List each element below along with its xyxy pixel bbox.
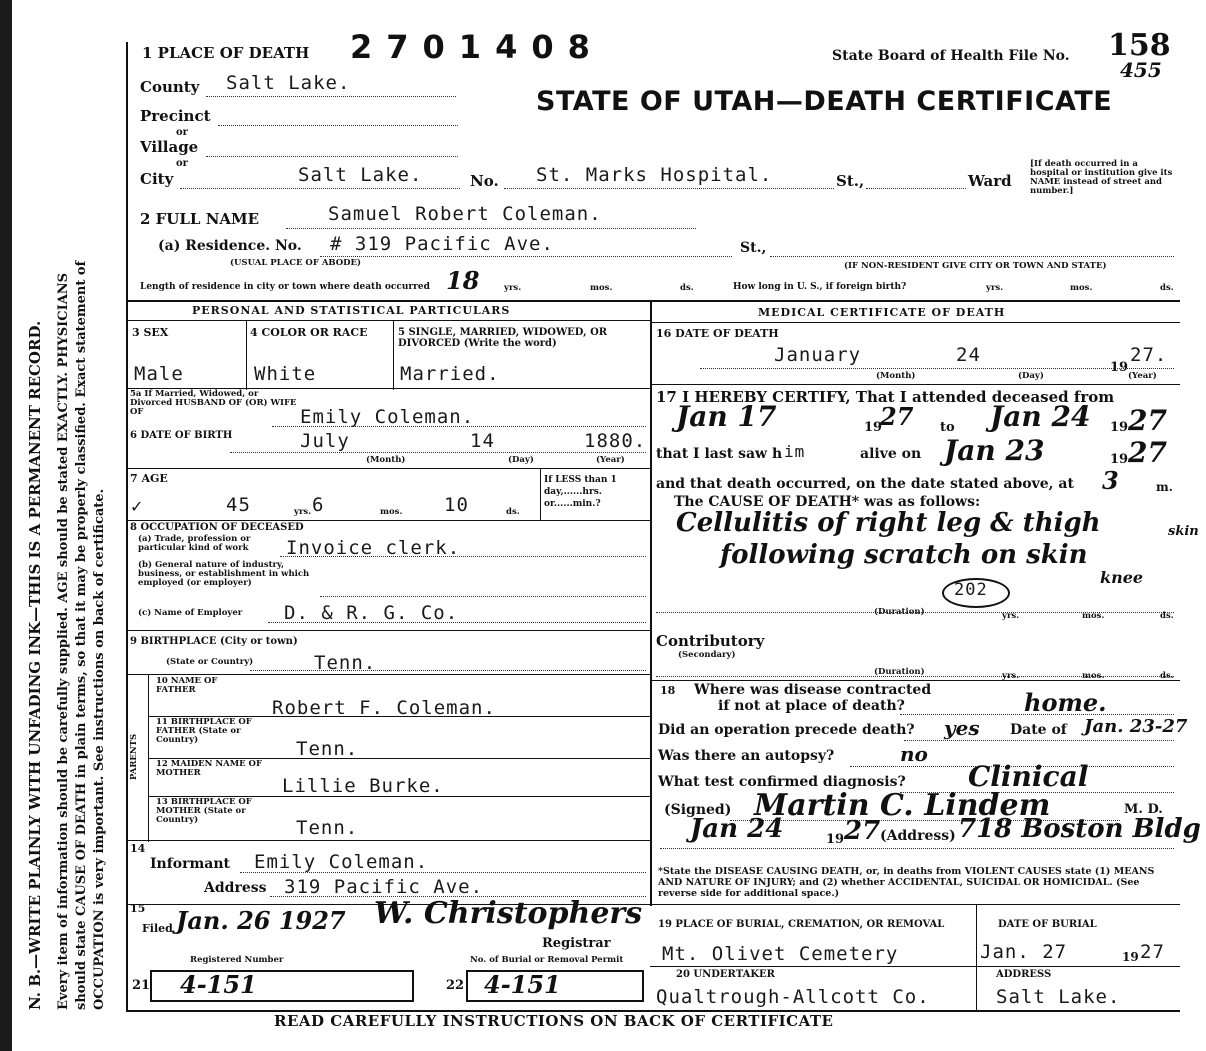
residence-line [320,256,732,257]
sidebar-line-3: should state CAUSE OF DEATH in plain terms, so that it may be properly classified. Exact statement of [74,260,89,1010]
last-saw-date: Jan 23 [944,434,1045,467]
birthplace-state-caption: (State or Country) [166,657,254,667]
md-label: M. D. [1124,802,1163,817]
operation-label: Did an operation precede death? [658,722,915,738]
color-value: White [254,363,317,385]
contrib-ds: ds. [1160,671,1174,681]
burial-place-value: Mt. Olivet Cemetery [662,943,899,965]
operation-line [904,740,1174,741]
form-left-border [126,42,128,1010]
contrib-mos: mos. [1082,671,1105,681]
informant-number: 14 [130,842,146,855]
to-label: to [940,420,955,435]
center-divider [650,300,652,906]
ward-note: [If death occurred in a hospital or institution give its NAME instead of street and number.] [1030,159,1173,196]
residence-city-line [770,256,1174,257]
death-month: January [774,344,862,366]
burial-permit-value: 4-151 [484,970,561,999]
row-birthplace-line [126,630,650,631]
duration-caption-2: (Duration) [874,667,925,677]
file-no-label: State Board of Health File No. [832,48,1070,64]
burial-date-value: Jan. 27 [980,941,1068,963]
where-line [900,714,1174,715]
undertaker-value: Qualtrough-Allcott Co. [656,986,930,1008]
certify-label: 17 I HEREBY CERTIFY, That I attended deceased from [656,388,1115,406]
employer-value: D. & R. G. Co. [284,602,459,624]
occupation-label: 8 OCCUPATION OF DECEASED [130,522,304,533]
q18-number: 18 [660,684,676,697]
last-saw-him: im [784,442,806,461]
dob-month-caption: (Month) [366,455,406,465]
spouse-label: 5a If Married, Widowed, or Divorced HUSBAND OF (OR) WIFE OF [130,389,297,417]
employer-line [268,622,646,623]
city-line [180,188,460,189]
contrib-yrs: yrs. [1002,671,1020,681]
occupation-line [280,556,646,557]
city-label: City [140,170,174,188]
informant-value: Emily Coleman. [254,851,429,873]
row-occupation-line [126,520,650,521]
informant-label: Informant [150,856,230,872]
no-label: No. [470,172,499,190]
personal-title-line [126,320,650,321]
undertaker-address-label: ADDRESS [996,969,1052,980]
undertaker-top-line [650,966,1180,967]
signed-label: (Signed) [664,802,732,818]
burial-year: 27 [1140,941,1165,963]
street-line [504,188,834,189]
if-not-label: if not at place of death? [718,698,905,714]
date-of-death-label: 16 DATE OF DEATH [656,327,779,340]
operation-date-value: Jan. 23-27 [1084,716,1188,737]
precinct-line [218,125,458,126]
county-value: Salt Lake. [226,72,351,94]
cause-line-1: Cellulitis of right leg & thigh [676,508,1101,538]
us-ds: ds. [1160,283,1174,293]
physician-address-label: (Address) [880,828,956,844]
where-contracted-value: home. [1024,688,1107,717]
less-than-day: If LESS than 1 day,......hrs. or......min.? [544,475,617,509]
death-date-line [700,368,1174,369]
usual-place-caption: (USUAL PLACE OF ABODE) [230,258,362,268]
informant-top-line [126,840,650,841]
last-saw-label: that I last saw h [656,446,783,462]
physician-address-line [660,848,1174,849]
father-name-value: Robert F. Coleman. [272,697,496,719]
occupation-b-label: (b) General nature of industry, business, or establishment in which employed (or employer) [138,560,310,588]
attended-to: Jan 24 [990,400,1091,433]
dob-label: 6 DATE OF BIRTH [130,430,233,441]
file-no-value: 158 [1108,28,1171,63]
certify-top-line [650,384,1180,385]
full-name-label: 2 FULL NAME [140,210,260,228]
dob-line [230,452,646,453]
undertaker-label: 20 UNDERTAKER [676,969,775,980]
registrar-label: Registrar [542,936,611,951]
duration-caption: (Duration) [874,607,925,617]
length-ds: ds. [680,283,694,293]
length-residence-label: Length of residence in city or town where death occurred [140,282,430,292]
attended-from-year: 27 [880,402,914,431]
age-days: 10 [444,494,469,516]
occupation-value: Invoice clerk. [286,537,461,559]
ward-label: Ward [968,172,1012,190]
ward-line [866,188,966,189]
burial-date-label: DATE OF BURIAL [998,919,1097,930]
attended-to-year: 27 [1128,404,1167,437]
age-ds: ds. [506,507,520,517]
marital-label: 5 SINGLE, MARRIED, WIDOWED, OR DIVORCED (Write the word) [398,327,608,349]
age-divider [540,468,541,520]
length-residence-value: 18 [446,266,480,295]
nineteen-b: 19 [1110,420,1129,435]
burial-year-prefix: 19 [1122,950,1139,964]
signed-year: 27 [844,816,881,846]
father-birthplace-value: Tenn. [296,738,359,760]
death-day-caption: (Day) [1018,371,1044,381]
sidebar-line-2: Every item of information should be carefully supplied. AGE should be stated EXACTLY. PHYSICIANS [56,272,71,1010]
medical-section-title: MEDICAL CERTIFICATE OF DEATH [758,306,1006,319]
residence-value: # 319 Pacific Ave. [330,233,554,255]
registered-number-label: Registered Number [190,955,284,965]
us-mos: mos. [1070,283,1093,293]
age-months: 6 [312,494,325,516]
signed-year-prefix: 19 [826,832,845,847]
or-label-1: or [176,127,188,138]
informant-address-label: Address [204,880,267,896]
skin-note: skin [1168,524,1199,539]
parents-side-label: PARENTS [129,733,139,780]
test-label: What test confirmed diagnosis? [658,774,906,790]
cause-label: The CAUSE OF DEATH* was as follows: [674,494,981,510]
hospital-value: St. Marks Hospital. [536,164,773,186]
duration-mos: mos. [1082,611,1105,621]
contributory-label: Contributory [656,632,765,650]
village-label: Village [140,138,199,156]
registrar-signature: W. Christophers [374,896,643,931]
autopsy-value: no [900,742,928,766]
mother-birthplace-value: Tenn. [296,817,359,839]
age-years: 45 [226,494,251,516]
burial-place-label: 19 PLACE OF BURIAL, CREMATION, OR REMOVAL [658,919,945,930]
medical-title-line [650,322,1180,323]
dob-year: 1880. [584,430,647,452]
registered-number-value: 4-151 [180,970,257,999]
autopsy-label: Was there an autopsy? [658,748,835,764]
where-contracted-label: Where was disease contracted [694,682,932,698]
or-label-2: or [176,158,188,169]
sex-color-divider [246,320,247,390]
full-name-value: Samuel Robert Coleman. [328,203,602,225]
certificate-title: STATE OF UTAH—DEATH CERTIFICATE [536,86,1113,117]
personal-section-title: PERSONAL AND STATISTICAL PARTICULARS [192,304,511,317]
length-yrs: yrs. [504,283,522,293]
birthplace-value: Tenn. [314,652,377,674]
duration-yrs: yrs. [1002,611,1020,621]
how-long-us-label: How long in U. S., if foreign birth? [733,282,907,292]
registered-number-prefix: 21 [132,978,151,993]
nineteen-a: 19 [864,420,883,435]
attended-from: Jan 17 [676,400,777,433]
age-yrs: yrs. [294,507,312,517]
residence-st: St., [740,240,767,256]
certificate-number: 2701408 [350,28,604,66]
place-of-death-label: 1 PLACE OF DEATH [142,44,310,62]
father-name-label: 10 NAME OF FATHER [156,676,218,695]
footer-instructions: READ CAREFULLY INSTRUCTIONS ON BACK OF CERTIFICATE [274,1012,834,1030]
q18-top-line [650,680,1180,681]
last-saw-year: 27 [1128,436,1167,469]
row-age-line [126,468,650,469]
death-day: 24 [956,344,981,366]
knee-note: knee [1100,568,1144,587]
informant-line [240,872,646,873]
dob-day-caption: (Day) [508,455,534,465]
sex-value: Male [134,363,184,385]
mother-name-label: 12 MAIDEN NAME OF MOTHER [156,759,262,778]
occupation-a-label: (a) Trade, profession or particular kind of work [138,534,251,553]
burial-permit-label: No. of Burial or Removal Permit [470,955,624,965]
death-year-caption: (Year) [1128,371,1157,381]
birthplace-line [250,670,646,671]
dob-year-caption: (Year) [596,455,625,465]
duration-value: 202 [954,580,988,600]
burial-permit-prefix: 22 [446,978,465,993]
filed-label: Filed [142,922,173,935]
informant-address-value: 319 Pacific Ave. [284,876,484,898]
duration-ds: ds. [1160,611,1174,621]
physician-signature: Martin C. Lindem [754,788,1051,823]
st-label: St., [836,172,865,190]
nineteen-c: 19 [1110,452,1129,467]
death-time-value: 3 [1102,466,1119,495]
mother-name-value: Lillie Burke. [282,775,444,797]
color-marital-divider [393,320,394,390]
death-month-caption: (Month) [876,371,916,381]
section-divider [126,300,1180,302]
sidebar-line-1: N. B.—WRITE PLAINLY WITH UNFADING INK—THIS IS A PERMANENT RECORD. [26,320,44,1010]
industry-line [320,596,646,597]
us-yrs: yrs. [986,283,1004,293]
dob-day: 14 [470,430,495,452]
alive-on-label: alive on [860,446,922,462]
signed-date: Jan 24 [690,814,784,844]
color-label: 4 COLOR OR RACE [250,326,368,339]
county-label: County [140,78,200,96]
marital-value: Married. [400,363,500,385]
length-mos: mos. [590,283,613,293]
scan-edge [0,0,12,1051]
age-check-mark: ✓ [130,497,144,516]
precinct-label: Precinct [140,107,211,125]
nonresident-note: (IF NON-RESIDENT GIVE CITY OR TOWN AND STATE) [844,261,1107,271]
sex-label: 3 SEX [132,326,169,339]
sidebar-line-4: OCCUPATION is very important. See instructions on back of certificate. [92,488,107,1010]
dob-month: July [300,430,350,452]
residence-label: (a) Residence. No. [158,238,302,254]
cause-footnote: *State the DISEASE CAUSING DEATH, or, in deaths from VIOLENT CAUSES state (1) MEANS AND NATURE OF INJURY; and (2) whether ACCIDENTAL, SUICIDAL OR HOMICIDAL. (See reverse side for additional space.) [658,866,1155,899]
death-year: 27. [1130,344,1168,366]
cause-line-2: following scratch on skin [720,540,1088,570]
age-label: 7 AGE [130,472,168,485]
father-birthplace-label: 11 BIRTHPLACE OF FATHER (State or Country) [156,717,252,745]
parents-top-line [126,674,650,675]
birthplace-label: 9 BIRTHPLACE (City or town) [130,636,298,647]
county-line [206,96,456,97]
city-value: Salt Lake. [298,164,423,186]
death-time-m: m. [1156,480,1173,494]
spouse-value: Emily Coleman. [300,406,475,428]
filed-value: Jan. 26 1927 [176,906,346,935]
name-line [286,228,696,229]
operation-value: yes [944,716,980,740]
filed-number: 15 [130,902,146,915]
instructions-sidebar [0,0,125,1051]
undertaker-address-value: Salt Lake. [996,986,1121,1008]
death-year-prefix: 19 [1110,360,1129,375]
physician-address-value: 718 Boston Bldg [958,814,1201,844]
burial-divider [976,904,977,1010]
employer-label: (c) Name of Employer [138,608,243,618]
age-mos: mos. [380,507,403,517]
file-no-value-2: 455 [1120,58,1162,82]
death-occurred-label: and that death occurred, on the date stated above, at [656,476,1074,492]
filed-top-line [126,904,1180,905]
test-value: Clinical [968,760,1089,793]
village-line [206,156,458,157]
operation-date-label: Date of [1010,722,1067,738]
mother-birthplace-label: 13 BIRTHPLACE OF MOTHER (State or Country) [156,797,252,825]
secondary-caption: (Secondary) [678,650,736,660]
